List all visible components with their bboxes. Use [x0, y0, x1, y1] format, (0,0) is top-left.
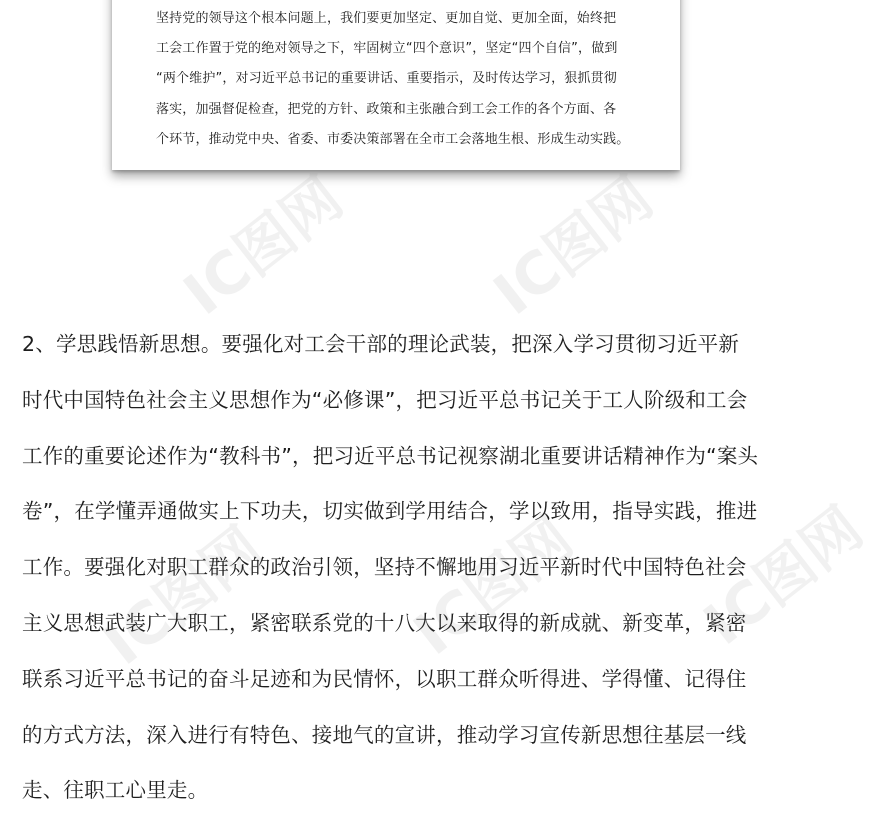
watermark: IC图网 [481, 163, 666, 329]
watermark: IC图网 [691, 493, 876, 659]
body-line: 卷”，在学懂弄通做实上下功夫，切实做到学用结合，学以致用，指导实践，推进 [22, 499, 758, 524]
watermark: IC图网 [401, 503, 586, 669]
watermark: IC图网 [91, 513, 276, 679]
watermark: IC图网 [171, 163, 356, 329]
body-line: 联系习近平总书记的奋斗足迹和为民情怀，以职工群众听得进、学得懂、记得住 [22, 666, 747, 691]
body-line: 的方式方法，深入进行有特色、接地气的宣讲，推动学习宣传新思想往基层一线 [22, 722, 747, 747]
excerpt-line: 坚持党的领导这个根本问题上，我们要更加坚定、更加自觉、更加全面，始终把 [156, 11, 617, 26]
excerpt-line: 落实，加强督促检查，把党的方针、政策和主张融合到工会工作的各个方面、各 [156, 101, 617, 117]
excerpt-line: 个环节，推动党中央、省委、市委决策部署在全市工会落地生根、形成生动实践。 [156, 131, 630, 147]
excerpt-line: 工会工作置于党的绝对领导之下，牢固树立“四个意识”，坚定“四个自信”，做到 [156, 41, 618, 57]
body-line: 主义思想武装广大职工，紧密联系党的十八大以来取得的新成就、新变革，紧密 [22, 610, 747, 635]
excerpt-text [156, 4, 680, 155]
excerpt-card [112, 0, 680, 170]
body-line: 2、学思践悟新思想。要强化对工会干部的理论武装，把深入学习贯彻习近平新 [22, 332, 740, 356]
body-line: 工作。要强化对职工群众的政治引领，坚持不懈地用习近平新时代中国特色社会 [22, 555, 747, 580]
body-line: 时代中国特色社会主义思想作为“必修课”，把习近平总书记关于工人阶级和工会 [22, 387, 748, 412]
body-paragraph [22, 322, 792, 824]
body-line: 走、往职工心里走。 [22, 778, 209, 803]
body-line: 工作的重要论述作为“教科书”，把习近平总书记视察湖北重要讲话精神作为“案头 [22, 443, 759, 468]
excerpt-line: “两个维护”，对习近平总书记的重要讲话、重要指示，及时传达学习，狠抓贯彻 [156, 71, 617, 87]
